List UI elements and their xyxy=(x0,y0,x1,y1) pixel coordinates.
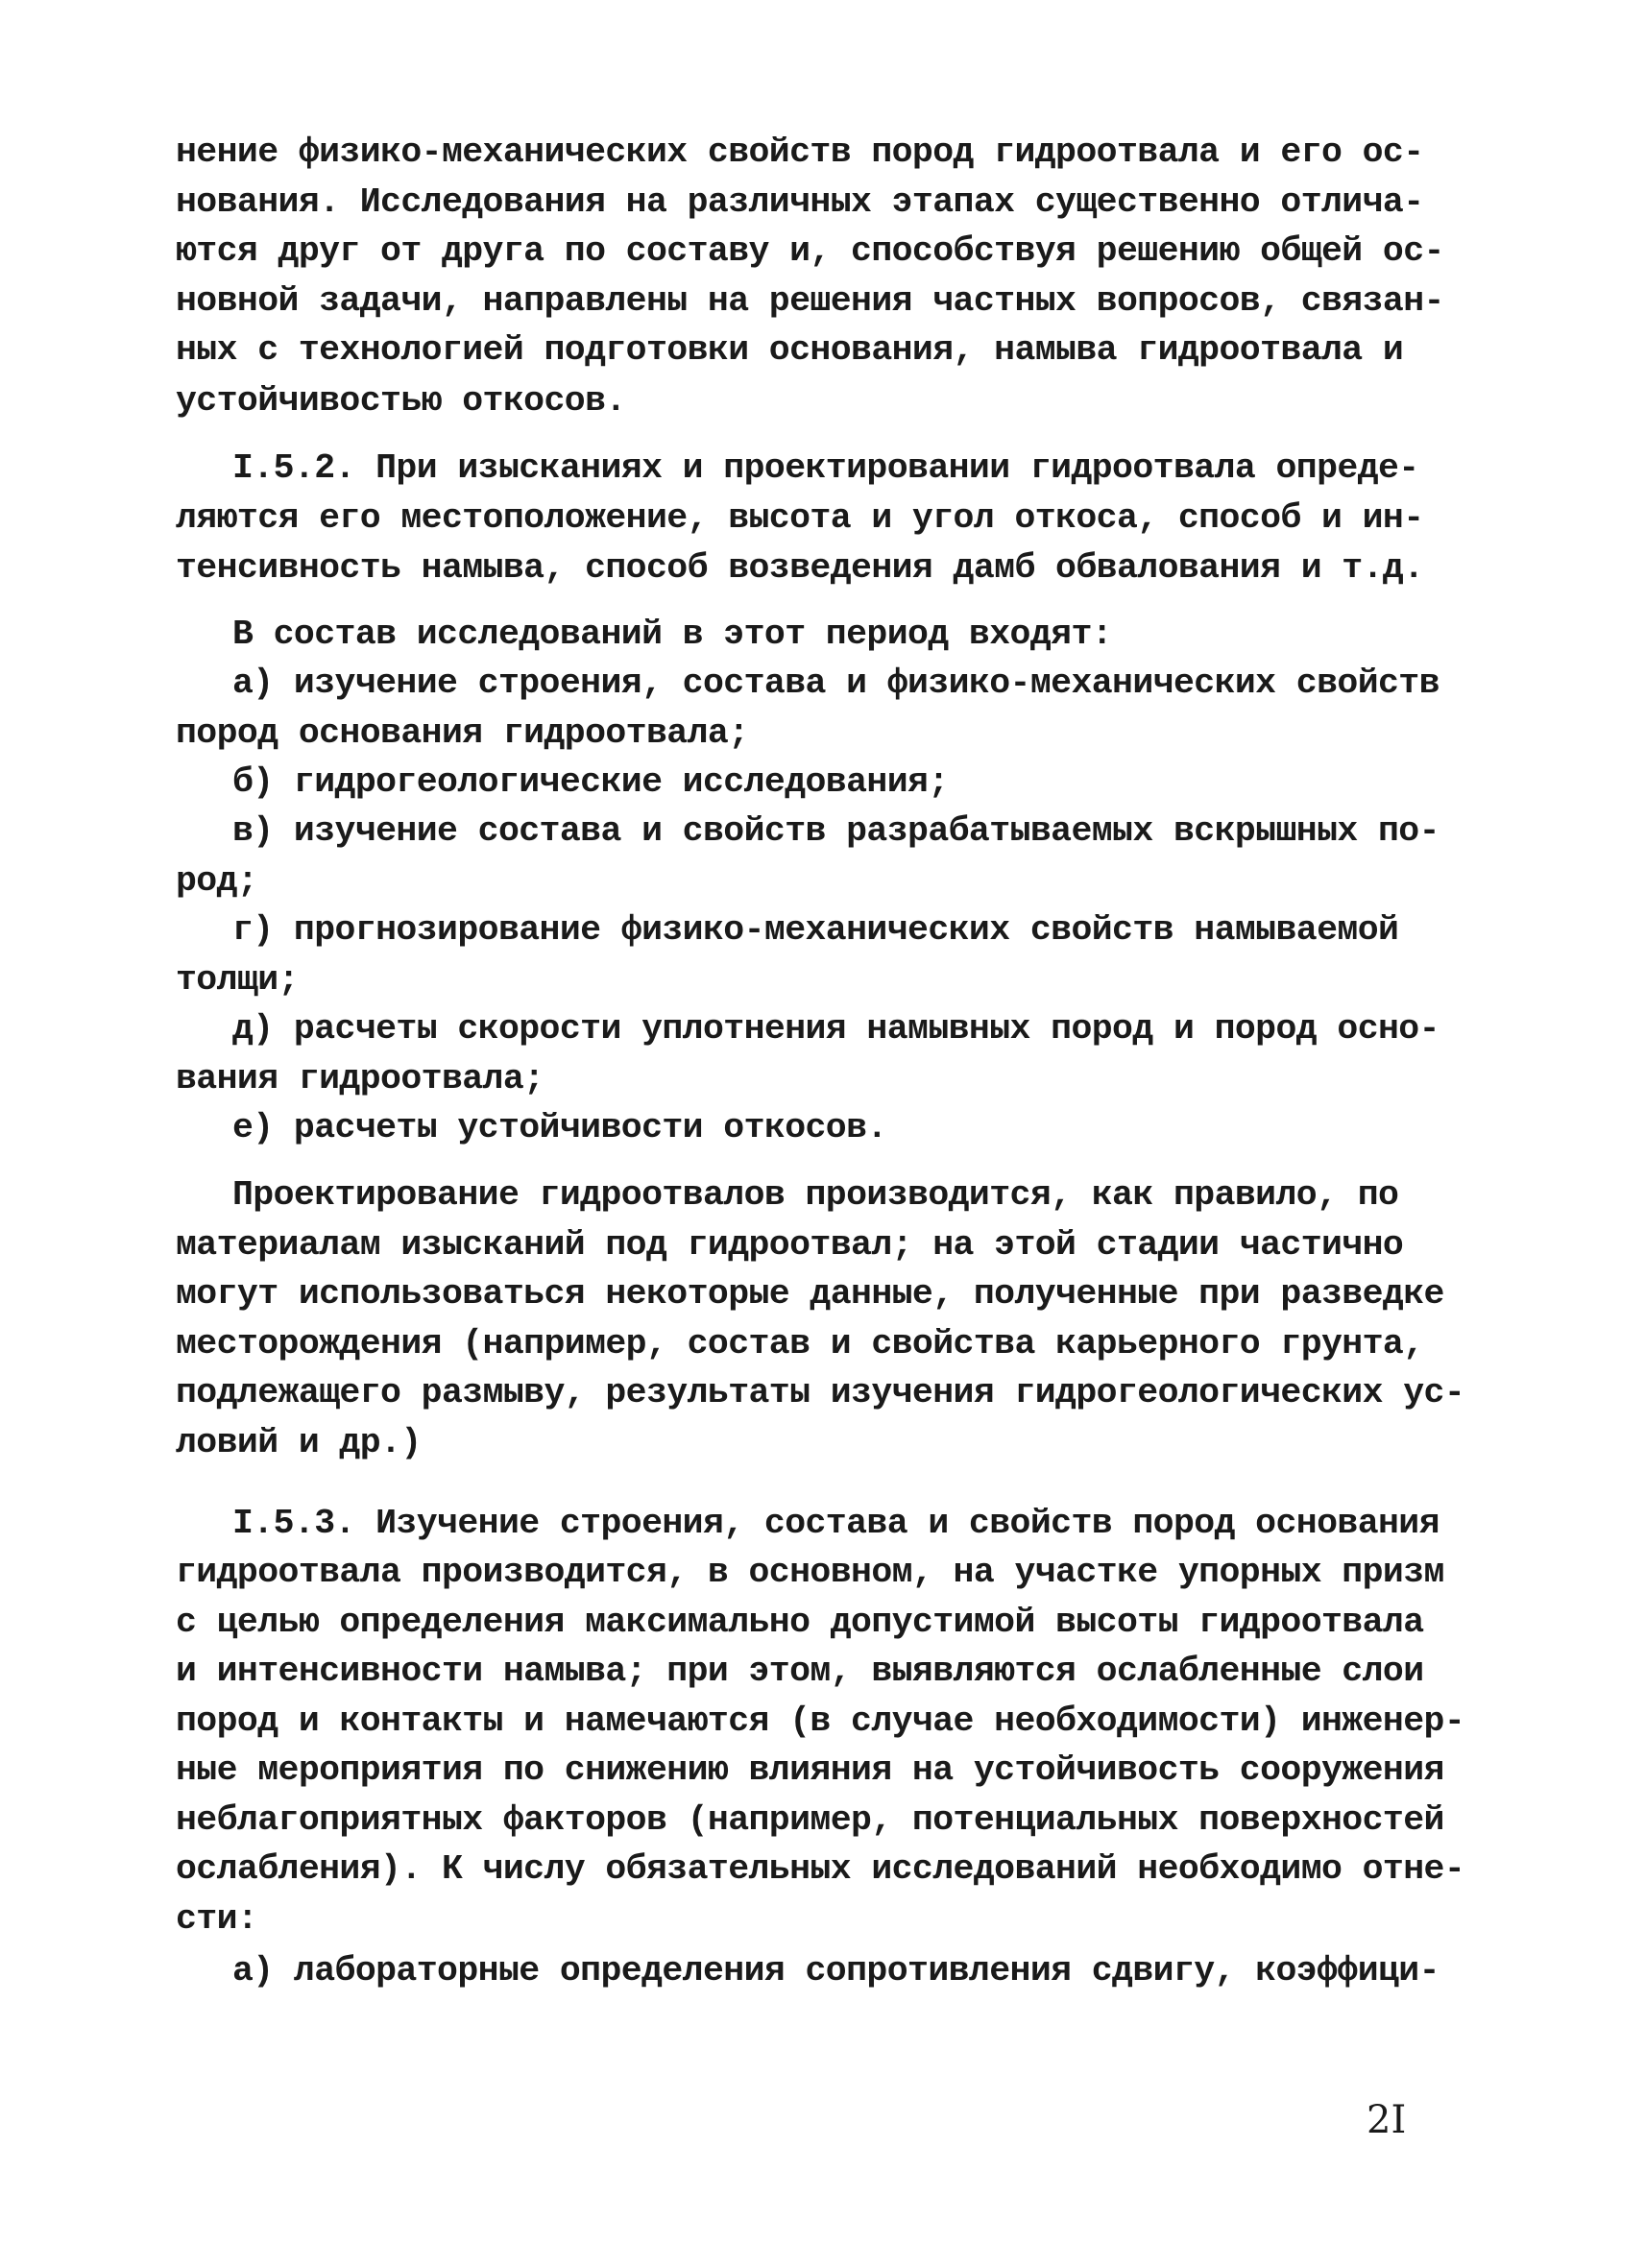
text-line: могут использоваться некоторые данные, полученные при разведке xyxy=(176,1274,1444,1314)
text-line: месторождения (например, состав и свойства карьерного грунта, xyxy=(176,1324,1424,1363)
page-number: 2I xyxy=(1367,2098,1407,2142)
list-item-a-continued: а) лабораторные определения сопротивления сдвигу, коэффици- xyxy=(232,1951,1439,1991)
text-line: сти: xyxy=(176,1899,258,1939)
list-item-d: д) расчеты скорости уплотнения намывных пород и пород осно- xyxy=(232,1009,1439,1049)
text-line: материалам изысканий под гидроотвал; на этой стадии частично xyxy=(176,1225,1404,1265)
text-line: гидроотвала производится, в основном, на участке упорных призм xyxy=(176,1553,1444,1592)
text-line: ных с технологией подготовки основания, намыва гидроотвала и xyxy=(176,330,1404,370)
text-line: ловий и др.) xyxy=(176,1423,422,1462)
list-item-v: в) изучение состава и свойств разрабатываемых вскрышных по- xyxy=(232,811,1439,851)
text-line: ются друг от друга по составу и, способствуя решению общей ос- xyxy=(176,231,1444,271)
text-line: и интенсивности намыва; при этом, выявляются ослабленные слои xyxy=(176,1652,1424,1691)
text-line: неблагоприятных факторов (например, потенциальных поверхностей xyxy=(176,1800,1444,1840)
text-line: вания гидроотвала; xyxy=(176,1059,544,1098)
text-line: род; xyxy=(176,861,258,901)
text-line: тенсивность намыва, способ возведения дамб обвалования и т.д. xyxy=(176,548,1424,588)
text-line: ослабления). К числу обязательных исследований необходимо отне- xyxy=(176,1849,1465,1889)
list-item-e: е) расчеты устойчивости откосов. xyxy=(232,1108,887,1147)
text-line: устойчивостью откосов. xyxy=(176,381,626,421)
text-line: пород и контакты и намечаются (в случае необходимости) инженер- xyxy=(176,1701,1465,1741)
section-heading-1-5-3: I.5.3. Изучение строения, состава и свойств пород основания xyxy=(232,1504,1439,1543)
text-line: подлежащего размыву, результаты изучения гидрогеологических ус- xyxy=(176,1373,1465,1412)
section-heading-1-5-2: I.5.2. При изысканиях и проектировании гидроотвала опреде- xyxy=(232,448,1419,488)
list-item-b: б) гидрогеологические исследования; xyxy=(232,762,949,802)
text-line: В состав исследований в этот период входят: xyxy=(232,615,1113,654)
text-line: ные мероприятия по снижению влияния на устойчивость сооружения xyxy=(176,1750,1444,1790)
list-item-a: а) изучение строения, состава и физико-механических свойств xyxy=(232,664,1439,703)
text-line: Проектирование гидроотвалов производится, как правило, по xyxy=(232,1175,1399,1215)
text-line: новной задачи, направлены на решения частных вопросов, связан- xyxy=(176,281,1444,321)
text-line: нение физико-механических свойств пород гидроотвала и его ос- xyxy=(176,133,1424,172)
text-line: нования. Исследования на различных этапах существенно отлича- xyxy=(176,182,1424,222)
text-line: ляются его местоположение, высота и угол откоса, способ и ин- xyxy=(176,498,1424,538)
text-line: толщи; xyxy=(176,960,299,1000)
text-line: с целью определения максимально допустимой высоты гидроотвала xyxy=(176,1603,1424,1642)
list-item-g: г) прогнозирование физико-механических свойств намываемой xyxy=(232,910,1399,950)
text-line: пород основания гидроотвала; xyxy=(176,713,749,753)
